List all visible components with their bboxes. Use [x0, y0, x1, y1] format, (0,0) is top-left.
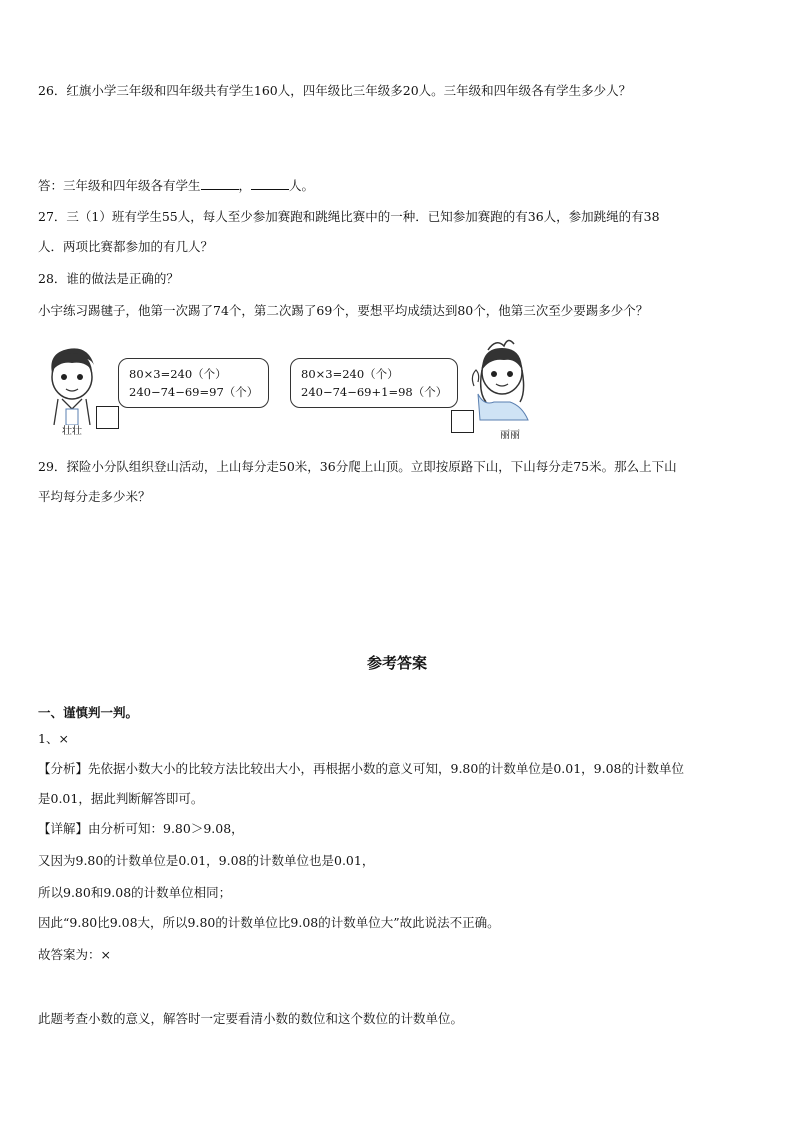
question-28-text: 小宇练习踢毽子，他第一次踢了74个，第二次踢了69个，要想平均成绩达到80个，他第三次至少要踢多少个？ [38, 303, 649, 318]
answer-result: 故答案为：× [38, 947, 111, 962]
answer-suffix: 人。 [289, 178, 315, 193]
answers-title: 参考答案 [366, 654, 427, 672]
girl-calc-line2: 240−74−69+1=98（个） [301, 385, 448, 399]
detail-line3: 所以9.80和9.08的计数单位相同； [38, 885, 232, 900]
boy-calc-line1: 80×3=240（个） [129, 367, 227, 381]
answer-item-1: 1、× [38, 731, 69, 746]
answer-blank-grade4[interactable] [251, 176, 289, 190]
section-1-title: 一、谨慎判一判。 [38, 705, 139, 720]
question-26: 26．红旗小学三年级和四年级共有学生160人，四年级比三年级多20人。三年级和四年级各有学生多少人？ [38, 83, 632, 98]
analysis-line2: 是0.01，据此判断解答即可。 [38, 791, 204, 806]
girl-name: 丽丽 [500, 430, 520, 441]
answer-prefix: 答：三年级和四年级各有学生 [38, 178, 201, 193]
girl-illustration [468, 336, 534, 426]
answer-separator: ， [238, 178, 252, 193]
question-27-line1: 27．三（1）班有学生55人，每人至少参加赛跑和跳绳比赛中的一种．已知参加赛跑的有36人，参加跳绳的有38 [38, 209, 660, 224]
boy-name: 壮壮 [62, 426, 82, 437]
detail-line1: 【详解】由分析可知：9.80＞9.08， [38, 821, 244, 836]
detail-line2: 又因为9.80的计数单位是0.01，9.08的计数单位也是0.01， [38, 853, 375, 868]
question-28-title: 28．谁的做法是正确的？ [38, 271, 179, 286]
boy-calc-line2: 240−74−69=97（个） [129, 385, 259, 399]
girl-calc-line1: 80×3=240（个） [301, 367, 399, 381]
summary: 此题考查小数的意义，解答时一定要看清小数的数位和这个数位的计数单位。 [38, 1011, 464, 1026]
answer-blank-grade3[interactable] [201, 176, 239, 190]
detail-line4: 因此“9.80比9.08大，所以9.80的计数单位比9.08的计数单位大”故此说法不正确。 [38, 915, 500, 930]
question-26-answer [38, 176, 314, 195]
girl-speech-bubble [290, 358, 458, 408]
question-29-line2: 平均每分走多少米？ [38, 489, 151, 504]
question-29-line1: 29．探险小分队组织登山活动，上山每分走50米，36分爬上山顶。立即按原路下山，下山每分走75米。那么上下山 [38, 459, 677, 474]
boy-speech-bubble [118, 358, 269, 408]
boy-answer-box[interactable] [96, 406, 119, 429]
analysis-line1: 【分析】先依据小数大小的比较方法比较出大小，再根据小数的意义可知，9.80的计数单位是0.01，9.08的计数单位 [38, 761, 684, 776]
question-27-line2: 人．两项比赛都参加的有几人？ [38, 239, 214, 254]
